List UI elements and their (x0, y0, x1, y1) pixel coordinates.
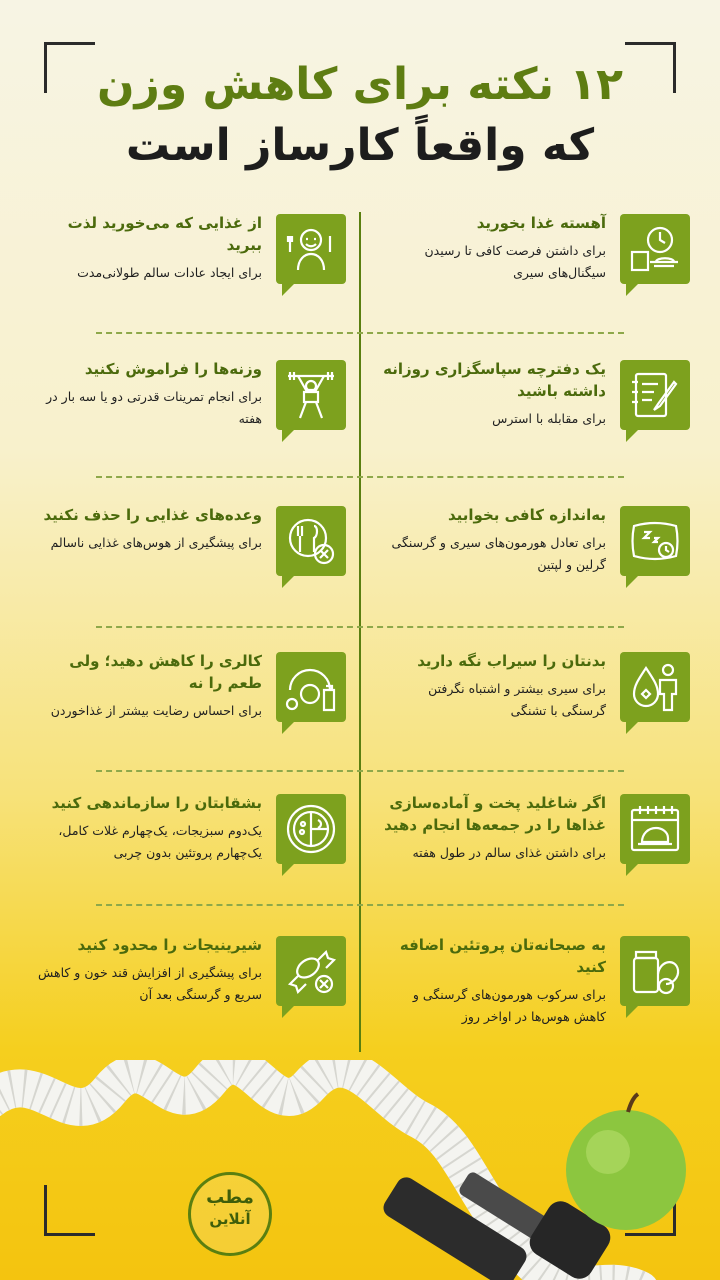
kcal-gauge-icon (276, 652, 346, 722)
tip-card (36, 212, 346, 330)
row-separator (96, 770, 624, 772)
sleep-pillow-icon (620, 506, 690, 576)
tip-title: بشقابتان را سازماندهی کنید (51, 794, 262, 812)
tip-title: از غذایی که می‌خورید لذت ببرید (67, 214, 262, 254)
tip-title: آهسته غذا بخورید (476, 214, 606, 232)
tip-title: به‌اندازه کافی بخوابید (447, 506, 606, 524)
water-drop-body-icon (620, 652, 690, 722)
page-title (0, 56, 720, 178)
title-line-1: ۱۲ نکته برای کاهش وزن (96, 59, 624, 110)
tip-description: برای انجام تمرینات قدرتی دو یا سه بار در هفته (46, 389, 262, 426)
tip-description: برای ایجاد عادات سالم طولانی‌مدت (77, 265, 262, 280)
divided-plate-icon (276, 794, 346, 864)
apple-icon (566, 1094, 686, 1230)
tip-description: یک‌دوم سبزیجات، یک‌چهارم غلات کامل، یک‌چهارم پروتئین بدون چربی (58, 823, 262, 860)
candy-icon (276, 936, 346, 1006)
tip-card (36, 650, 346, 768)
tip-title: وزنه‌ها را فراموش نکنید (84, 360, 262, 378)
tip-title: بدنتان را سیراب نگه دارید (417, 652, 606, 670)
tip-title: به صبحانه‌تان پروتئین اضافه کنید (399, 936, 606, 976)
tip-description: برای مقابله با استرس (492, 411, 606, 426)
tip-card (380, 358, 690, 476)
happy-eater-icon (276, 214, 346, 284)
tip-description: برای سرکوب هورمون‌های گرسنگی و کاهش هوس‌ها در اواخر روز (412, 987, 606, 1024)
tip-title: کالری را کاهش دهید؛ ولی طعم را نه (69, 652, 262, 692)
tip-description: برای داشتن غذای سالم در طول هفته (412, 845, 606, 860)
row-separator (96, 332, 624, 334)
clock-plate-icon (620, 214, 690, 284)
row-separator (96, 476, 624, 478)
calendar-chicken-icon (620, 794, 690, 864)
tip-title: اگر شاغلید پخت و آماده‌سازی غذاها را در جمعه‌ها انجام دهید (384, 794, 606, 834)
tip-card (380, 792, 690, 910)
tip-description: برای تعادل هورمون‌های سیری و گرسنگی گرلین و لپتین (391, 535, 606, 572)
skip-meal-icon (276, 506, 346, 576)
tip-card (380, 934, 690, 1052)
tip-description: برای احساس رضایت بیشتر از غذاخوردن (50, 703, 262, 718)
tip-title: شیرینیجات را محدود کنید (77, 936, 262, 954)
center-divider (359, 212, 361, 1052)
row-separator (96, 626, 624, 628)
tip-title: یک دفترچه سپاسگزاری روزانه داشته باشید (383, 360, 606, 400)
logo-line-2: آنلاین (209, 1210, 251, 1228)
tip-title: وعده‌های غذایی را حذف نکنید (43, 506, 262, 524)
tip-card (380, 504, 690, 622)
breakfast-jar-icon (620, 936, 690, 1006)
tip-card (380, 650, 690, 768)
tip-card (36, 358, 346, 476)
tip-description: برای سیری بیشتر و اشتباه نگرفتن گرسنگی با تشنگی (428, 681, 606, 718)
tip-description: برای پیشگیری از افزایش قند خون و کاهش سریع و گرسنگی بعد آن (38, 965, 262, 1002)
measuring-tape-illustration (0, 1060, 720, 1280)
weightlifter-icon (276, 360, 346, 430)
tip-description: برای داشتن فرصت کافی تا رسیدن سیگنال‌های سیری (424, 243, 606, 280)
logo-line-1: مطب (206, 1187, 254, 1208)
tip-card (36, 934, 346, 1052)
tip-card (36, 792, 346, 910)
title-line-2: که واقعاً کارساز است (125, 120, 595, 171)
brand-logo (188, 1172, 272, 1256)
tip-card (380, 212, 690, 330)
tip-description: برای پیشگیری از هوس‌های غذایی ناسالم (50, 535, 262, 550)
notebook-pen-icon (620, 360, 690, 430)
tip-card (36, 504, 346, 622)
